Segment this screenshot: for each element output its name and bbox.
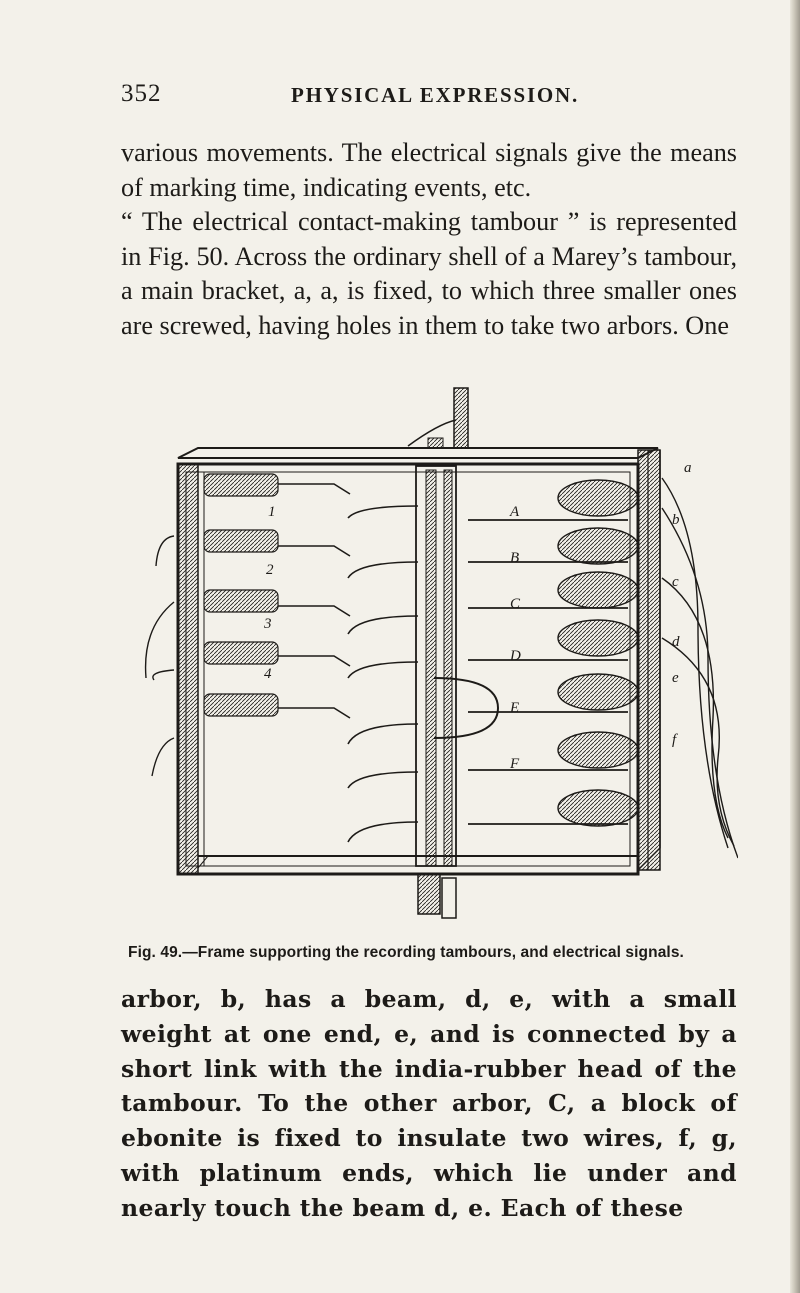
side-label-a: a <box>684 460 692 476</box>
tambour-number-1: 1 <box>268 504 276 520</box>
paragraph-2: “ The electrical contact-making tambour ” is represented in Fig. 50. Across the ordinary shell of a Marey’s tambour, a main bracket, a, a, is fixed, to which three smaller ones are screwed, having holes in them to take two arbors. One <box>121 207 737 340</box>
line-label-e: E <box>510 700 520 716</box>
tambour-number-4: 4 <box>264 666 272 682</box>
tambour-number-3: 3 <box>264 616 272 632</box>
side-label-f: f <box>672 732 677 748</box>
running-head: PHYSICAL EXPRESSION. <box>291 83 580 107</box>
page-header <box>121 80 731 112</box>
body-text-bottom: arbor, b, has a beam, d, e, with a small weight at one end, e, and is connected by a short link with the india-rubber head of the tambour. To the other arbor, C, a block of ebonite is fixed to insulate two wires, f, g, with platinum ends, which lie under and nearly touch the beam d, e. Each of these <box>121 985 737 1222</box>
figure-caption: Fig. 49.—Frame supporting the recording tambours, and electrical signals. <box>128 944 684 961</box>
line-label-c: C <box>510 596 521 612</box>
line-label-a: A <box>510 504 520 520</box>
tambour-number-2: 2 <box>266 562 274 578</box>
figure-tambour-frame <box>138 378 738 936</box>
side-label-c: c <box>672 574 679 590</box>
page-edge <box>790 0 800 1293</box>
line-label-f: F <box>510 756 520 772</box>
page-number: 352 <box>121 80 162 107</box>
side-label-b: b <box>672 512 680 528</box>
line-label-b: B <box>510 550 520 566</box>
side-label-d: d <box>672 634 680 650</box>
paragraph-1: various movements. The electrical signals give the means of marking time, indicating events, etc. <box>121 138 737 202</box>
side-label-e: e <box>672 670 679 686</box>
line-label-d: D <box>510 648 521 664</box>
body-text-top <box>121 136 737 344</box>
